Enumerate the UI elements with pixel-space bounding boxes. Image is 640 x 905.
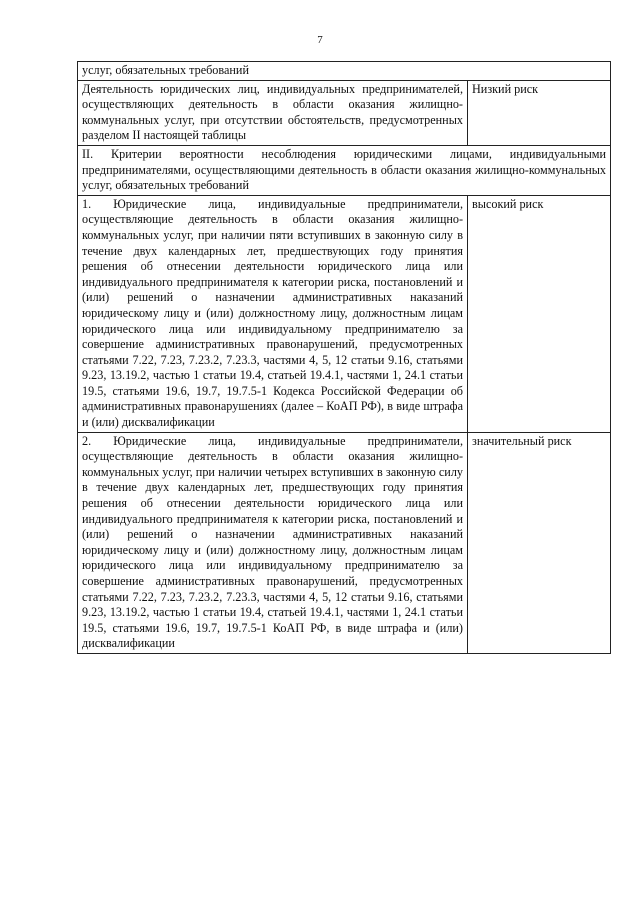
risk-category-cell: Низкий риск xyxy=(468,80,611,145)
page-number: 7 xyxy=(317,34,323,46)
risk-criteria-table xyxy=(77,61,611,654)
continuation-cell: услуг, обязательных требований xyxy=(78,62,611,81)
risk-category-cell: высокий риск xyxy=(468,195,611,432)
risk-category-cell: значительный риск xyxy=(468,432,611,653)
criterion-cell: 2. Юридические лица, индивидуальные предприниматели, осуществляющие деятельность в области оказания жилищно-коммунальных услуг, при наличии четырех вступивших в законную силу в течение двух календарных лет, предшествующих году принятия решения об отнесении деятельности юридического лица или индивидуального предпринимателя к категории риска, постановлений и (или) решений о назначении административных наказаний юридическому лицу и (или) должностному лицу, должностным лицам юридического лица или индивидуальному предпринимателю за совершение административных правонарушений, предусмотренных статьями 7.22, 7.23, 7.23.2, 7.23.3, частями 4, 5, 12 статьи 9.16, статьями 9.23, 13.19.2, частью 1 статьи 19.4, статьей 19.4.1, частями 1, 24.1 статьи 19.5, статьями 19.6, 19.7, 19.7.5-1 КоАП РФ, в виде штрафа и (или) дисквалификации xyxy=(78,432,468,653)
table-row xyxy=(78,195,611,432)
table-row xyxy=(78,432,611,653)
section-heading-cell: II. Критерии вероятности несоблюдения юридическими лицами, индивидуальными предпринимателями, осуществляющими деятельность в области оказания жилищно-коммунальных услуг, обязательных требований xyxy=(78,145,611,195)
table-row xyxy=(78,80,611,145)
table-row xyxy=(78,145,611,195)
criterion-cell: 1. Юридические лица, индивидуальные предприниматели, осуществляющие деятельность в области оказания жилищно-коммунальных услуг, при наличии пяти вступивших в законную силу в течение двух календарных лет, предшествующих году принятия решения об отнесении деятельности юридического лица или индивидуального предпринимателя к категории риска, постановлений и (или) решений о назначении административных наказаний юридическому лицу и (или) должностному лицу, должностным лицам юридического лица или индивидуальному предпринимателю за совершение административных правонарушений, предусмотренных статьями 7.22, 7.23, 7.23.2, 7.23.3, частями 4, 5, 12 статьи 9.16, статьями 9.23, 13.19.2, частью 1 статьи 19.4, статьей 19.4.1, частями 1, 24.1 статьи 19.5, статьями 19.6, 19.7, 19.7.5-1 Кодекса Российской Федерации об административных правонарушениях (далее – КоАП РФ), в виде штрафа и (или) дисквалификации xyxy=(78,195,468,432)
criterion-cell: Деятельность юридических лиц, индивидуальных предпринимателей, осуществляющих деятельность в области оказания жилищно-коммунальных услуг, при отсутствии обстоятельств, предусмотренных разделом II настоящей таблицы xyxy=(78,80,468,145)
table-row xyxy=(78,62,611,81)
